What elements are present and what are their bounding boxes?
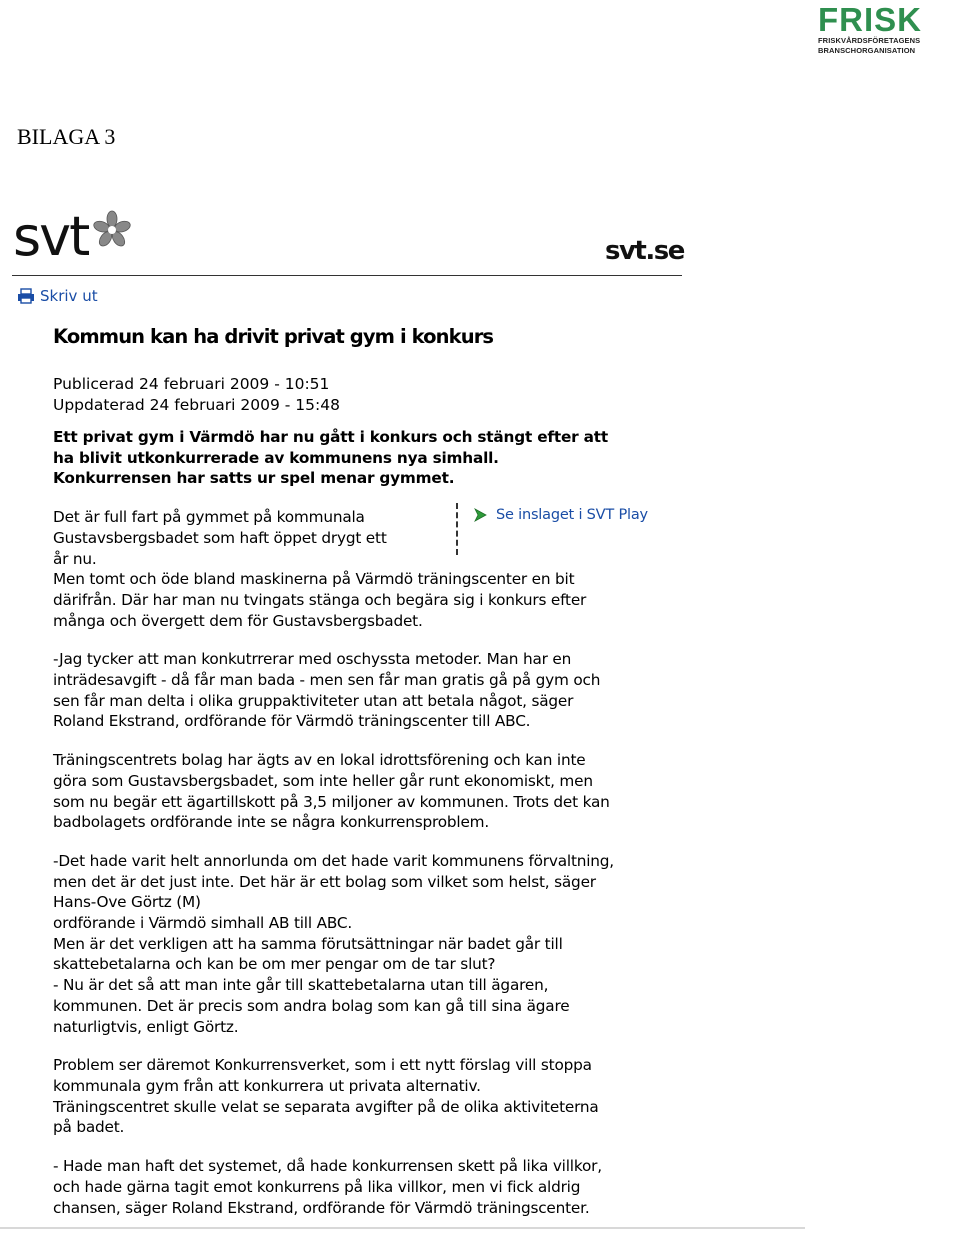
- sidebar-divider: [456, 503, 458, 555]
- paragraph-1: Det är full fart på gymmet på kommunala Gustavsbergsbadet som haft öppet drygt ett år nu. Men tomt och öde bland maskinerna på Värmdö träningscenter en bit därifrån. Där har man nu tvingats stänga och begära sig i konkurs efter många och övergett dem för Gustavsbergsbadet.: [53, 508, 587, 630]
- paragraph-4: -Det hade varit helt annorlunda om det hade varit kommunens förvaltning, men det är det just inte. Det här är ett bolag som vilket som helst, säger Hans-Ove Görtz (M) ordförande i Värmdö simhall AB till ABC. Men är det verkligen att ha samma förutsättningar när badet går till skattebetalarna och kan be om mer pengar om de tar slut? - Nu är det så att man inte går till skattebetalarna utan till ägaren, kommunen. Det är precis som andra bolag som kan gå till sina ägare naturligtvis, enligt Görtz.: [53, 851, 614, 1036]
- article-headline: Kommun kan ha drivit privat gym i konkurs: [53, 325, 494, 348]
- paragraph-5: Problem ser däremot Konkurrensverket, som i ett nytt förslag vill stoppa kommunala gym från att konkurrera ut privata alternativ. Träningscentret skulle velat se separata avgifter på de olika aktiviteterna på badet.: [53, 1056, 599, 1137]
- svt-logo: svt: [13, 205, 89, 268]
- updated-date: Uppdaterad 24 februari 2009 - 15:48: [53, 396, 340, 414]
- article-lead: Ett privat gym i Värmdö har nu gått i konkurs och stängt efter att ha blivit utkonkurrerade av kommunens nya simhall. Konkurrensen har satts ur spel menar gymmet.: [53, 428, 608, 488]
- frisk-logo-line2: BRANSCHORGANISATION: [818, 46, 916, 55]
- frisk-logo: [818, 1, 958, 56]
- article: [53, 322, 753, 1236]
- frisk-logo-wordmark: FRISK: [818, 1, 922, 38]
- header-divider: [12, 275, 682, 276]
- svt-site-label: svt.se: [605, 236, 684, 266]
- play-arrow-icon: [473, 508, 487, 522]
- published-date: Publicerad 24 februari 2009 - 10:51: [53, 375, 330, 393]
- footer-divider: [0, 1227, 805, 1229]
- paragraph-6: - Hade man haft det systemet, då hade konkurrensen skett på lika villkor, och hade gärna tagit emot konkurrens på lika villkor, men vi fick aldrig chansen, säger Roland Ekstrand, ordförande för Värmdö träningscenter.: [53, 1157, 602, 1217]
- print-label: Skriv ut: [40, 287, 98, 305]
- article-dates: [53, 374, 753, 416]
- paragraph-1-wrap: [53, 507, 753, 631]
- print-link[interactable]: [17, 287, 98, 305]
- printer-icon: [17, 288, 35, 304]
- document-label: BILAGA 3: [17, 124, 116, 149]
- paragraph-2: -Jag tycker att man konkutrrerar med oschyssta metoder. Man har en inträdesavgift - då får man bada - men sen får man gratis gå på gym och sen får man delta i olika gruppaktiviteter utan att betala något, säger Roland Ekstrand, ordförande för Värmdö träningscenter till ABC.: [53, 650, 601, 731]
- svt-play-link[interactable]: [473, 507, 648, 523]
- svt-flower-icon: [92, 210, 132, 250]
- svt-play-label: Se inslaget i SVT Play: [496, 507, 648, 524]
- paragraph-3: Träningscentrets bolag har ägts av en lokal idrottsförening och kan inte göra som Gustavsbergsbadet, som inte heller går runt ekonomiskt, men som nu begär ett ägartillskott på 3,5 miljoner av kommunen. Trots det kan badbolagets ordförande inte se några konkurrensproblem.: [53, 751, 610, 832]
- frisk-logo-line1: FRISKVÅRDSFÖRETAGENS: [818, 36, 921, 45]
